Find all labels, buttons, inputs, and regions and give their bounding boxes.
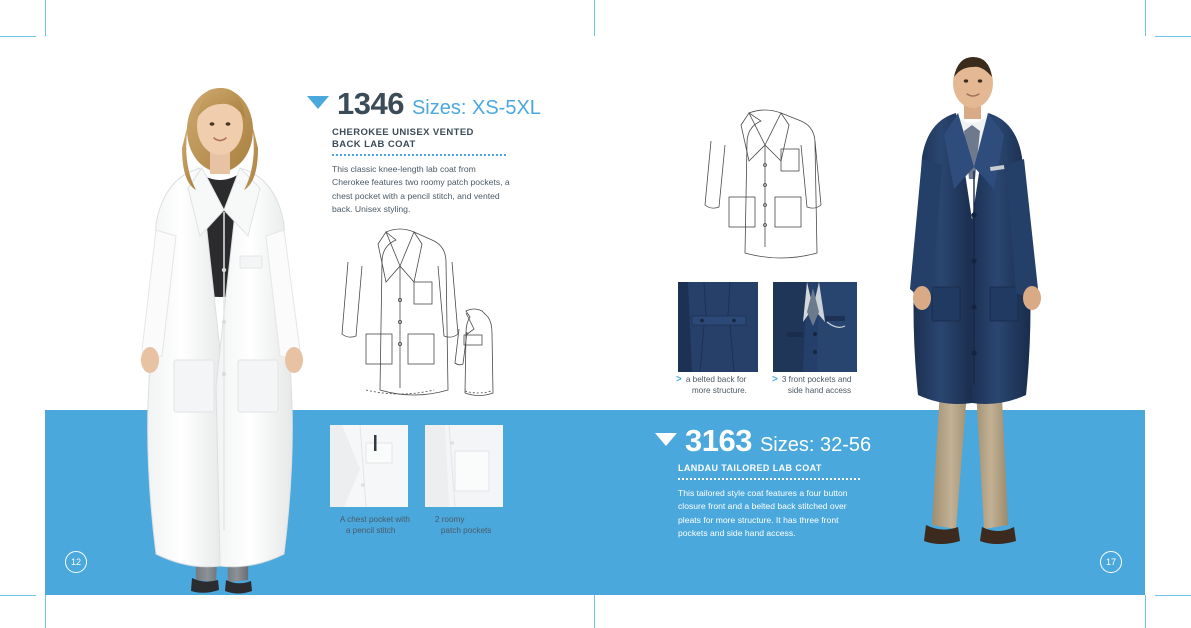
callout-text [435,514,515,536]
callout-1346-chest-pocket [330,514,420,536]
crop-mark-bottom-center [594,595,595,628]
product-3163-name: LANDAU TAILORED LAB COAT [678,463,822,473]
callout-text [340,514,420,536]
crop-mark-bottom-left-h [0,595,36,596]
product-3163-description: This tailored style coat features a four button closure front and a belted back stitched over pleats for more structure. It has three front pockets and side hand access. [678,488,848,538]
callout-line1: 2 roomy [434,515,465,524]
crop-mark-top-right-h [1155,36,1191,37]
sketch-1346-front [330,222,470,402]
callout-3163-belted-back [676,374,766,396]
crop-mark-bottom-right-v [1145,595,1146,628]
crop-mark-bottom-right-h [1155,595,1191,596]
divider-dotted-1346 [332,154,506,156]
callout-line2: more structure. [691,386,747,396]
detail-photo-patch-pockets [425,425,503,507]
detail-photo-front-pockets [773,282,857,372]
callout-line2: patch pockets [440,526,492,536]
page-number-right: 17 [1100,551,1122,573]
callout-arrow-icon: > [330,514,336,525]
model-photo-female-white-labcoat [88,60,353,595]
callout-line2: a pencil stitch [345,526,396,536]
callout-3163-front-pockets [772,374,874,396]
product-1346-name-line1: CHEROKEE UNISEX VENTED [332,127,474,138]
callout-line1: A chest pocket with [339,515,410,524]
crop-mark-top-right-v [1145,0,1146,36]
sketch-1346-side [450,305,498,400]
callout-text [782,374,874,396]
callout-line1: 3 front pockets and [781,375,852,384]
model-photo-male-navy-labcoat [880,55,1080,580]
crop-mark-bottom-left-v [45,595,46,628]
callout-text [686,374,766,396]
crop-mark-top-center [594,0,595,36]
product-1346-heading [307,86,541,122]
callout-line1: a belted back for [685,375,747,384]
divider-dotted-3163 [678,478,860,480]
triangle-marker-icon [307,96,329,109]
product-1346-name-line2: BACK LAB COAT [332,139,416,150]
product-1346-description: This classic knee-length lab coat from Cherokee features two roomy patch pockets, a chest pocket with a pencil stitch, and vented back. Unisex styling. [332,164,510,214]
crop-mark-top-left-v [45,0,46,36]
style-number-3163: 3163 [685,423,752,458]
callout-arrow-icon: > [425,514,431,525]
style-number-1346: 1346 [337,86,404,121]
page-number-left: 12 [65,551,87,573]
detail-photo-belted-back [678,282,758,372]
crop-mark-top-left-h [0,36,36,37]
callout-1346-patch-pockets [425,514,515,536]
detail-photo-chest-pocket [330,425,408,507]
callout-line2: side hand access [787,386,852,396]
style-sizes-3163: Sizes: 32-56 [759,434,872,456]
style-sizes-1346: Sizes: XS-5XL [411,97,541,119]
product-3163-heading [655,423,871,459]
triangle-marker-icon [655,433,677,446]
callout-arrow-icon: > [772,374,778,385]
sketch-3163-front [695,105,835,260]
callout-arrow-icon: > [676,374,682,385]
